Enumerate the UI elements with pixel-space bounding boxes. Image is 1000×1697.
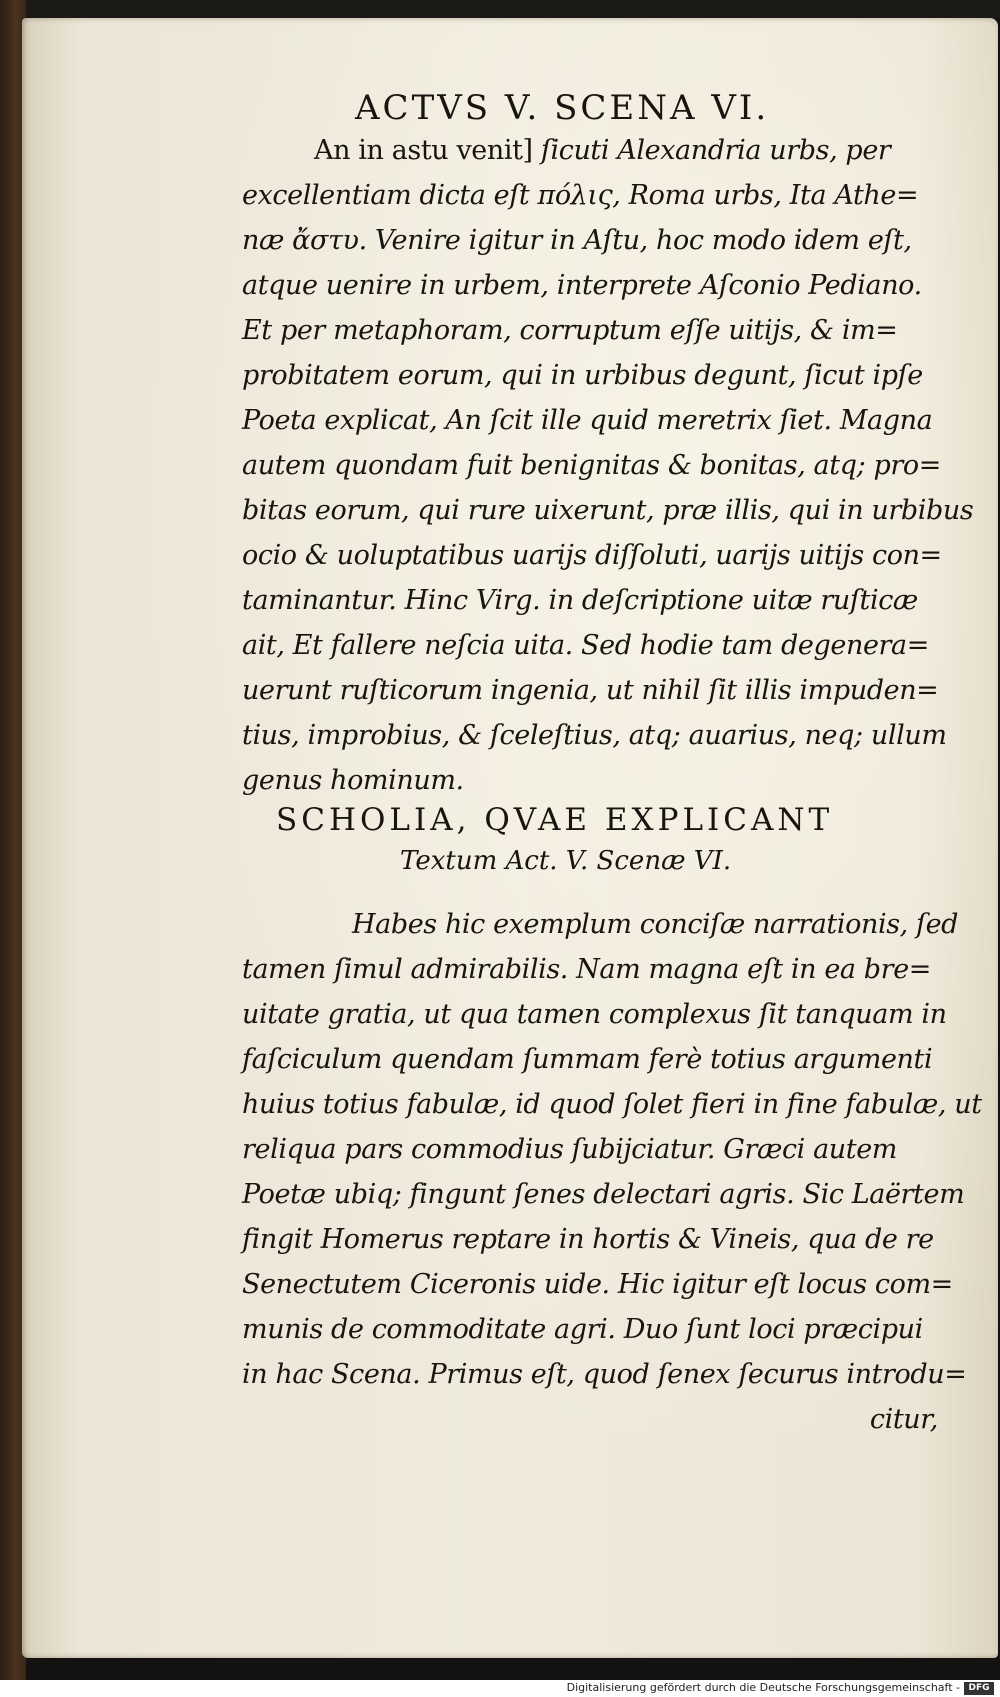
commentary-line: Et per metaphoram, corruptum eſſe uitijs, & im= [242,315,898,346]
commentary-line-first [242,128,942,173]
scholia-line: in hac Scena. Primus eſt, quod ſenex ſecurus introdu= [242,1359,967,1390]
commentary-line: ait, Et fallere neſcia uita. Sed hodie tam degenera= [242,630,929,661]
scholia-subheading: Textum Act. V. Scenæ VI. [400,846,732,876]
lemma: An in astu venit] [314,135,533,166]
catchword: citur, [869,1404,938,1435]
commentary-line: taminantur. Hinc Virg. in deſcriptione uitæ ruſticæ [242,585,918,616]
commentary-line: ſicuti Alexandria urbs, per [540,135,891,166]
commentary-line: excellentiam dicta eſt πόλις, Roma urbs, Ita Athe= [242,180,919,211]
scholia-line: Senectutem Ciceronis uide. Hic igitur eſt locus com= [242,1269,953,1300]
commentary-line: tius, improbius, & ſceleſtius, atq; auarius, neq; ullum [242,720,947,751]
commentary-line: atque uenire in urbem, interprete Aſconio Pediano. [242,270,922,301]
running-head: ACTVS V. SCENA VI. [355,88,770,128]
commentary-line: bitas eorum, qui rure uixerunt, præ illis, qui in urbibus [242,495,974,526]
scholia-line: tamen ſimul admirabilis. Nam magna eſt in ea bre= [242,954,931,985]
scholia-line: huius totius fabulæ, id quod ſolet fieri in fine fabulæ, ut [242,1089,982,1120]
digitization-footer [0,1680,1000,1697]
scholia-line: reliqua pars commodius ſubijciatur. Græci autem [242,1134,898,1165]
scholia-line: fingit Homerus reptare in hortis & Vineis, qua de re [242,1224,934,1255]
commentary-line: Poeta explicat, An ſcit ille quid meretrix ſiet. Magna [242,405,933,436]
commentary-block [242,128,974,803]
footer-credit: Digitalisierung gefördert durch die Deutsche Forschungsgemeinschaft - [566,1681,960,1694]
scholia-line: Poetæ ubiq; fingunt ſenes delectari agris. Sic Laërtem [242,1179,965,1210]
scholia-line-first: Habes hic exemplum conciſæ narrationis, ſed [352,909,959,940]
commentary-line: næ ἄστυ. Venire igitur in Aſtu, hoc modo idem eſt, [242,225,912,256]
scan-top-edge [0,0,1000,18]
scholia-heading: SCHOLIA, QVAE EXPLICANT [276,802,834,838]
dfg-logo: DFG [964,1682,994,1695]
scholia-line: munis de commoditate agri. Duo ſunt loci præcipui [242,1314,923,1345]
commentary-line: uerunt ruſticorum ingenia, ut nihil ſit illis impuden= [242,675,939,706]
scholia-block [242,902,982,1442]
scholia-line: faſciculum quendam ſummam ferè totius argumenti [242,1044,933,1075]
commentary-line: autem quondam fuit benignitas & bonitas, atq; pro= [242,450,941,481]
commentary-line: probitatem eorum, qui in urbibus degunt, ſicut ipſe [242,360,923,391]
commentary-line: genus hominum. [242,765,464,796]
commentary-line: ocio & uoluptatibus uarijs diſſoluti, uarijs uitijs con= [242,540,942,571]
scholia-line: uitate gratia, ut qua tamen complexus ſit tanquam in [242,999,947,1030]
